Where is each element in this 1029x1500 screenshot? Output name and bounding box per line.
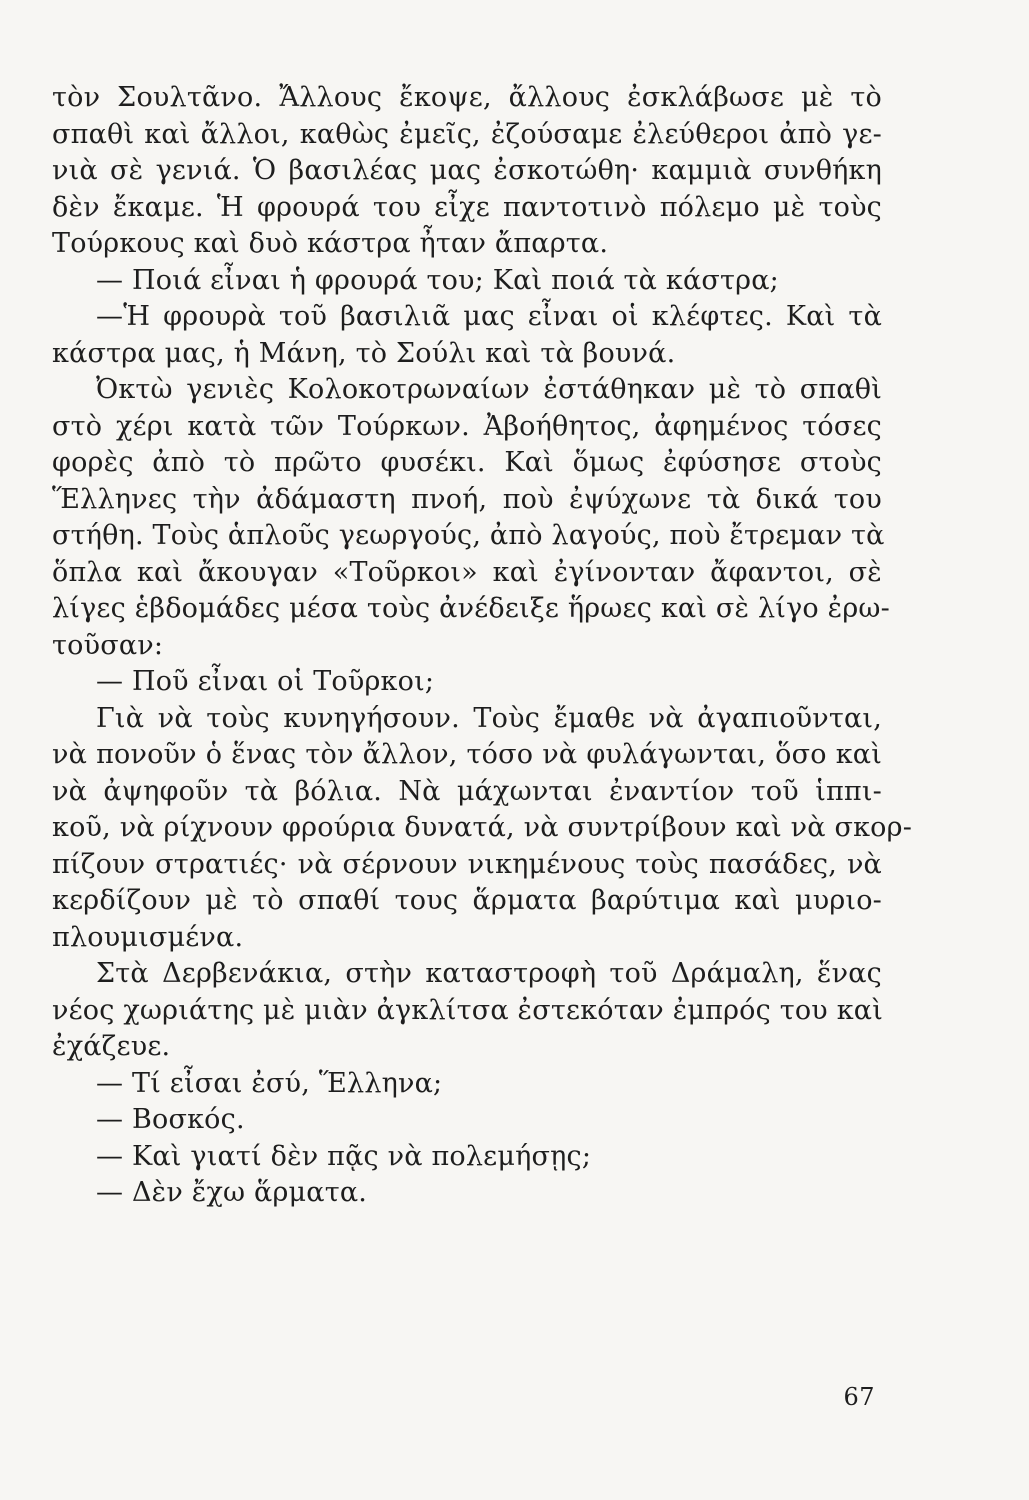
text-line: δὲν ἔκαμε. Ἡ φρουρά του εἶχε παντοτινὸ πόλεμο μὲ τοὺς [52, 191, 882, 223]
text-line: λίγες ἑβδομάδες μέσα τοὺς ἀνέδειξε ἥρωες καὶ σὲ λίγο ἐρω- [52, 593, 890, 624]
text-line: νὰ ἀψηφοῦν τὰ βόλια. Νὰ μάχωνται ἐναντίον τοῦ ἱππι- [52, 775, 882, 807]
text-line: ὅπλα καὶ ἄκουγαν «Τοῦρκοι» καὶ ἐγίνονταν ἄφαντοι, σὲ [52, 556, 882, 588]
text-line: νὰ πονοῦν ὁ ἕνας τὸν ἄλλον, τόσο νὰ φυλάγωνται, ὅσο καὶ [52, 739, 882, 770]
text-line: — Ποιά εἶναι ἡ φρουρά του; Καὶ ποιά τὰ κάστρα; [96, 264, 779, 296]
text-line: φορὲς ἀπὸ τὸ πρῶτο φυσέκι. Καὶ ὅμως ἐφύσησε στοὺς [52, 447, 882, 478]
text-line: στὸ χέρι κατὰ τῶν Τούρκων. Ἀβοήθητος, ἀφημένος τόσες [52, 410, 882, 442]
text-line: — Καὶ γιατί δὲν πᾷς νὰ πολεμήσῃς; [96, 1140, 592, 1172]
text-line: τοῦσαν: [52, 629, 164, 661]
text-line: σπαθὶ καὶ ἄλλοι, καθὼς ἐμεῖς, ἐζούσαμε ἐλεύθεροι ἀπὸ γε- [52, 118, 882, 150]
text-line: ἐχάζευε. [52, 1031, 171, 1062]
text-line: — Βοσκός. [96, 1104, 245, 1135]
text-line: Τούρκους καὶ δυὸ κάστρα ἦταν ἄπαρτα. [52, 228, 609, 259]
text-line: κοῦ, νὰ ρίχνουν φρούρια δυνατά, νὰ συντρίβουν καὶ νὰ σκορ- [52, 812, 913, 843]
text-line: Ἕλληνες τὴν ἀδάμαστη πνοή, ποὺ ἐψύχωνε τὰ δικά του [52, 483, 882, 515]
text-line: κερδίζουν μὲ τὸ σπαθί τους ἅρματα βαρύτιμα καὶ μυριο- [52, 885, 882, 916]
text-line: — Δὲν ἔχω ἅρματα. [96, 1177, 368, 1208]
text-line: στήθη. Τοὺς ἁπλοῦς γεωργούς, ἀπὸ λαγούς, ποὺ ἔτρεμαν τὰ [52, 520, 885, 551]
text-line: κάστρα μας, ἡ Μάνη, τὸ Σούλι καὶ τὰ βουνά. [52, 337, 676, 369]
text-line: Γιὰ νὰ τοὺς κυνηγήσουν. Τοὺς ἔμαθε νὰ ἀγαπιοῦνται, [96, 702, 882, 734]
text-line: πίζουν στρατιές· νὰ σέρνουν νικημένους τοὺς πασάδες, νὰ [52, 848, 882, 880]
text-line: —Ἡ φρουρὰ τοῦ βασιλιᾶ μας εἶναι οἱ κλέφτες. Καὶ τὰ [96, 301, 882, 332]
text-line: πλουμισμένα. [52, 921, 244, 953]
page-number: 67 [843, 1383, 875, 1411]
text-line: νέος χωριάτης μὲ μιὰν ἀγκλίτσα ἐστεκόταν ἐμπρός του καὶ [52, 994, 883, 1026]
text-line: Στὰ Δερβενάκια, στὴν καταστροφὴ τοῦ Δράμαλη, ἕνας [96, 958, 882, 989]
body-text [52, 80, 913, 1212]
text-line: τὸν Σουλτᾶνο. Ἄλλους ἔκοψε, ἄλλους ἐσκλάβωσε μὲ τὸ [52, 82, 882, 113]
text-line: νιὰ σὲ γενιά. Ὁ βασιλέας μας ἐσκοτώθη· καμμιὰ συνθήκη [52, 155, 882, 186]
text-line: — Ποῦ εἶναι οἱ Τοῦρκοι; [96, 666, 435, 697]
text-line: Ὀκτὼ γενιὲς Κολοκοτρωναίων ἐστάθηκαν μὲ τὸ σπαθὶ [96, 374, 882, 405]
text-line: — Τί εἶσαι ἐσύ, Ἕλληνα; [96, 1067, 443, 1099]
